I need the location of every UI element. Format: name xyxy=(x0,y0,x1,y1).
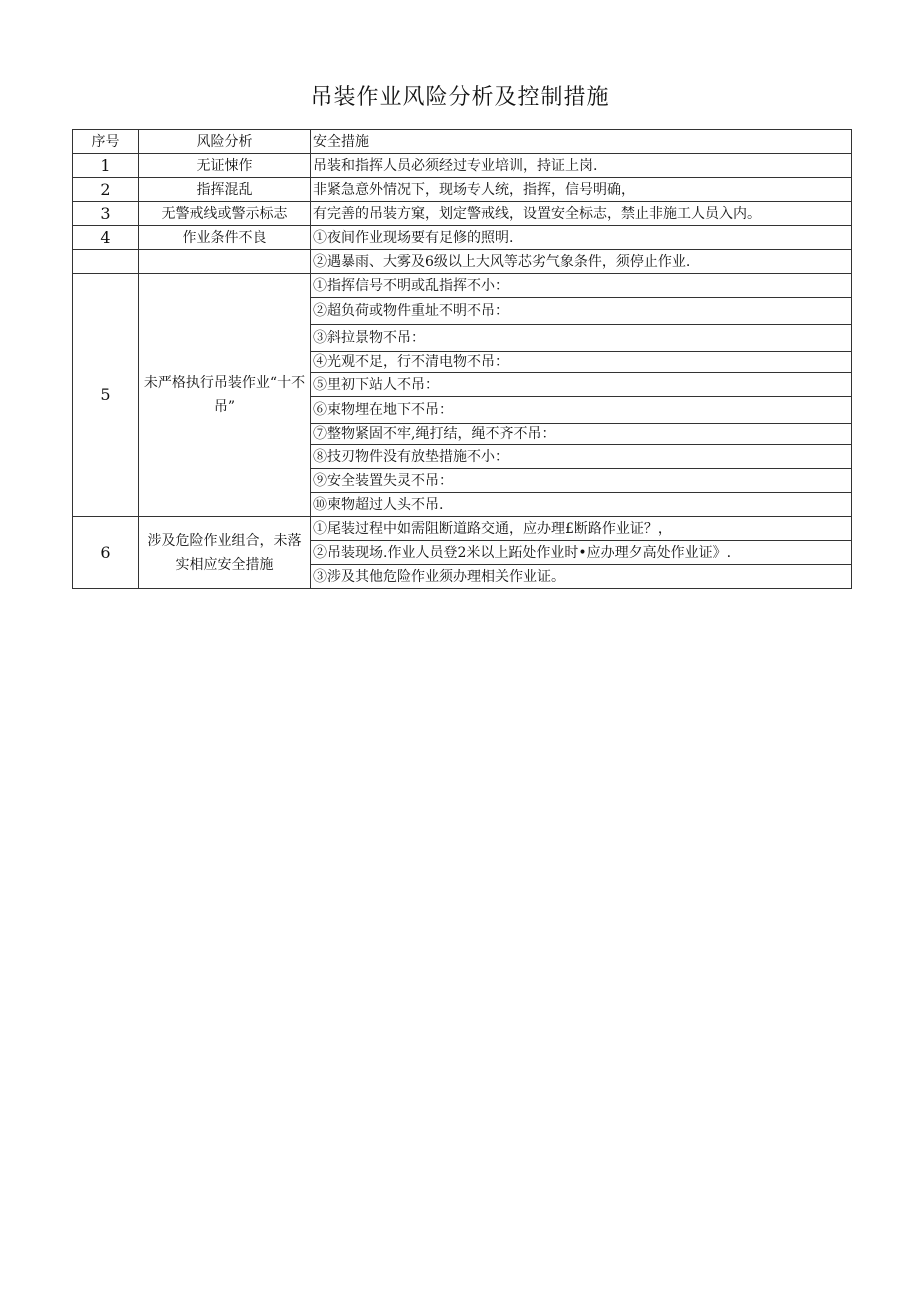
row-measure: ⑧技刃物件没有放垫措施不小： xyxy=(311,445,852,469)
table-row xyxy=(73,178,852,202)
row-no: 2 xyxy=(73,178,139,202)
row-no: 4 xyxy=(73,226,139,250)
row-measure: ⑩柬物超过人头不吊. xyxy=(311,493,852,517)
row-no: 5 xyxy=(73,274,139,517)
row-no: 1 xyxy=(73,154,139,178)
row-measure: ②超负荷或物件重址不明不吊： xyxy=(311,298,852,325)
row-risk: 无警戒线或警示标志 xyxy=(139,202,311,226)
row-measure: ②吊装现场.作业人员登2米以上跖处作业时•应办理夕高处作业证》. xyxy=(311,541,852,565)
row-measure: ②遇暴雨、大雾及6级以上大风等芯劣气象条件，须停止作业. xyxy=(311,250,852,274)
row-measure: ⑦整物紧固不牢,绳打结，绳不齐不吊： xyxy=(311,424,852,445)
table-header-row xyxy=(73,130,852,154)
row-risk: 作业条件不良 xyxy=(139,226,311,250)
row-risk: 指挥混乱 xyxy=(139,178,311,202)
header-measures: 安全措施 xyxy=(311,130,852,154)
row-measure: ⑨安全装置失灵不吊： xyxy=(311,469,852,493)
row-no xyxy=(73,250,139,274)
row-measure: ①尾装过程中如需阻断道路交通，应办理£断路作业证？， xyxy=(311,517,852,541)
header-no: 序号 xyxy=(73,130,139,154)
row-measure: 非紧急意外情况下，现场专人统，指挥，信号明确， xyxy=(311,178,852,202)
table-row xyxy=(73,517,852,541)
row-measure: 吊装和指挥人员必须经过专业培训，持证上岗. xyxy=(311,154,852,178)
row-measure: ③涉及其他危险作业须办理相关作业证。 xyxy=(311,565,852,589)
row-risk xyxy=(139,250,311,274)
header-risk: 风险分析 xyxy=(139,130,311,154)
row-no: 3 xyxy=(73,202,139,226)
table-row xyxy=(73,226,852,250)
row-measure: ①夜间作业现场要有足修的照明. xyxy=(311,226,852,250)
row-measure: ③斜拉景物不吊： xyxy=(311,325,852,352)
risk-control-table xyxy=(72,129,852,589)
page-title: 吊装作业风险分析及控制措施 xyxy=(310,85,610,110)
row-risk: 无证悚作 xyxy=(139,154,311,178)
table-row xyxy=(73,274,852,298)
table-row xyxy=(73,154,852,178)
row-measure: ⑤里初下站人不吊： xyxy=(311,373,852,397)
row-no: 6 xyxy=(73,517,139,589)
row-measure: ⑥束物埋在地下不吊： xyxy=(311,397,852,424)
table-row xyxy=(73,250,852,274)
row-risk: 未严格执行吊装作业“十不吊” xyxy=(139,274,311,517)
row-risk: 涉及危险作业组合，未落实相应安全措施 xyxy=(139,517,311,589)
row-measure: ①指挥信号不明或乱指挥不小： xyxy=(311,274,852,298)
row-measure: 有完善的吊装方窠，划定警戒线，设置安全标志，禁止非施工人员入内。 xyxy=(311,202,852,226)
row-measure: ④光观不足，行不清电物不吊： xyxy=(311,352,852,373)
table-row xyxy=(73,202,852,226)
